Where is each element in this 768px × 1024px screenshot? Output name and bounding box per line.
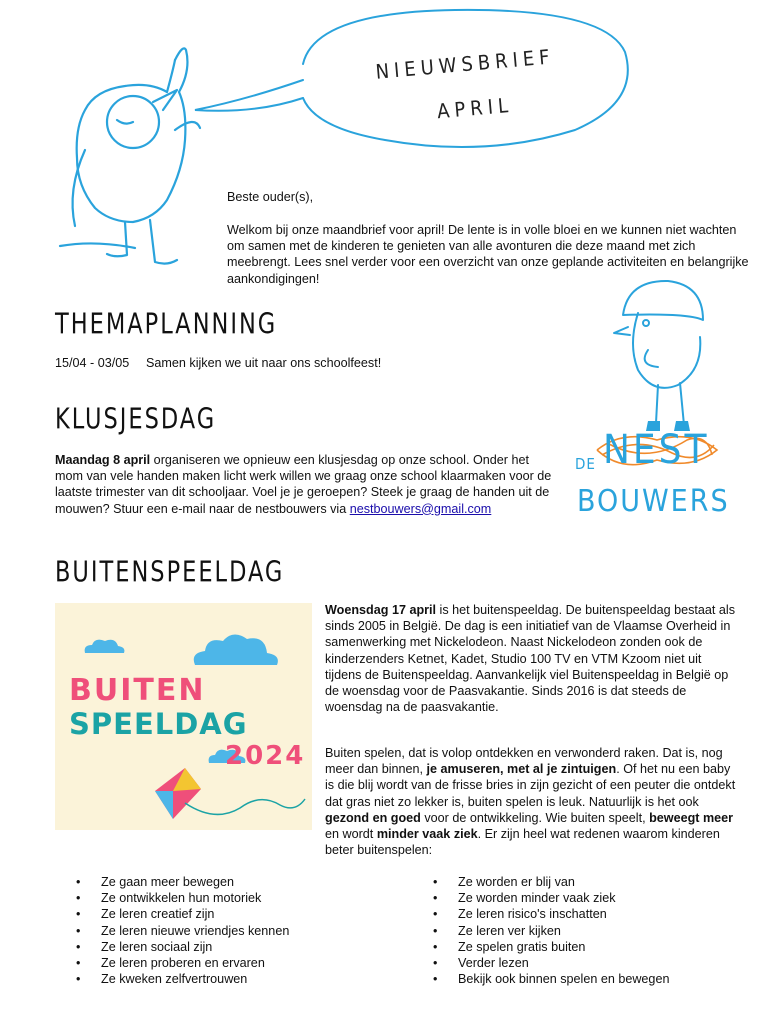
list-item: • Verder lezen <box>433 955 669 971</box>
list-item: • Ze kweken zelfvertrouwen <box>76 971 289 987</box>
heading-buitenspeeldag: BUITENSPEELDAG <box>55 555 285 589</box>
logo-nest: NEST <box>603 427 710 473</box>
speech-bubble-icon <box>185 2 645 162</box>
newsletter-title-line1: NIEUWSBRIEF <box>374 44 556 84</box>
list-item: • Ze leren creatief zijn <box>76 906 289 922</box>
p2-text-f: . Er zijn heel wat redenen waarom kinderen beter buitenspelen: <box>325 827 720 858</box>
list-item: • Ze leren risico's inschatten <box>433 906 669 922</box>
reasons-list-left <box>76 874 289 987</box>
list-item: • Ze leren sociaal zijn <box>76 939 289 955</box>
p2-text-e: en wordt <box>325 827 377 842</box>
poster-line1: BUITEN <box>69 673 206 708</box>
p2-text-a: Buiten spelen, dat is volop ontdekken en verwonderd raken. Dat is, nog meer dan binnen, <box>325 746 723 777</box>
list-item: • Bekijk ook binnen spelen en bewegen <box>433 971 669 987</box>
p2-bold-3: beweegt meer <box>649 810 734 825</box>
cloud-icon <box>185 625 285 675</box>
p2-bold-2: gezond en goed <box>325 810 421 825</box>
p2-bold-1: je amuseren, met al je zintuigen <box>426 762 617 777</box>
list-item: • Ze leren proberen en ervaren <box>76 955 289 971</box>
buitenspeeldag-paragraph-2 <box>325 745 741 858</box>
list-item: • Ze gaan meer bewegen <box>76 874 289 890</box>
cloud-icon <box>80 633 130 658</box>
newsletter-title-line2: APRIL <box>436 92 514 124</box>
list-item: • Ze worden minder vaak ziek <box>433 890 669 906</box>
klusjesdag-date: Maandag 8 april <box>55 453 151 467</box>
welcome-text: Welkom bij onze maandbrief voor april! De lente is in volle bloei en we kunnen niet wachten om samen met de kinderen te genieten van alle avonturen die deze maand met zich meebrengt. Lees snel verder voor een overzicht van onze geplande activiteiten en belangrijke aankondigingen! <box>227 223 749 286</box>
poster-line2: SPEELDAG <box>69 707 248 741</box>
logo-de: DE <box>575 455 596 473</box>
bird-illustration-icon <box>55 40 205 275</box>
p2-bold-4: minder vaak ziek <box>376 827 478 842</box>
buitenspeeldag-p1-text: is het buitenspeeldag. De buitenspeeldag bestaat als sinds 2005 in België. De dag is een initiatief van de Vlaamse Overheid in samenwerking met Nickelodeon. Naast Nickelodeon zonden ook de kinderzenders Ketnet, Kadet, Studio 100 TV en VTM Kzoom niet uit tijdens de Buitenspeeldag. Aanvankelijk viel Buitenspeeldag in België op de woensdag voor de Paasvakantie. Sinds 2016 is dat steeds de woensdag na de paasvakantie. <box>325 603 736 715</box>
buitenspeeldag-date: Woensdag 17 april <box>325 603 437 617</box>
klusjesdag-text: organiseren we opnieuw een klusjesdag op onze school. Onder het mom van vele handen maken licht werk willen we graag onze school klaarmaken voor de laatste trimester van dit schooljaar. Voel je je geroepen? Steek je graag de handen uit de mouwen? Stuur een e-mail naar de nestbouwers via <box>55 453 552 516</box>
list-item: • Ze leren ver kijken <box>433 923 669 939</box>
kite-icon <box>135 763 310 825</box>
email-link[interactable]: nestbouwers@gmail.com <box>349 501 492 516</box>
logo-bouwers: BOUWERS <box>577 484 730 519</box>
list-item: • Ze spelen gratis buiten <box>433 939 669 955</box>
reasons-list-right <box>433 874 669 987</box>
buitenspeeldag-poster <box>55 603 312 830</box>
buitenspeeldag-paragraph-1 <box>325 602 741 715</box>
p2-text-c: . Of het nu een baby is die blij wordt van de frisse bries in zijn gezicht of een peuter die ontdekt dat gras niet zo lekker is, buiten spelen is leuk. Natuurlijk is het ook <box>325 762 736 809</box>
nestbouwers-bird-icon <box>608 275 718 445</box>
greeting: Beste ouder(s), <box>227 190 314 204</box>
themaplanning-dates: 15/04 - 03/05 <box>55 356 130 370</box>
list-item: • Ze ontwikkelen hun motoriek <box>76 890 289 906</box>
heading-themaplanning: THEMAPLANNING <box>55 307 278 341</box>
heading-klusjesdag: KLUSJESDAG <box>55 402 217 436</box>
poster-year: 2024 <box>225 741 306 771</box>
p2-text-d: voor de ontwikkeling. Wie buiten speelt, <box>420 810 650 825</box>
list-item: • Ze worden er blij van <box>433 874 669 890</box>
list-item: • Ze leren nieuwe vriendjes kennen <box>76 923 289 939</box>
themaplanning-description: Samen kijken we uit naar ons schoolfeest! <box>146 356 382 370</box>
klusjesdag-paragraph <box>55 452 553 517</box>
